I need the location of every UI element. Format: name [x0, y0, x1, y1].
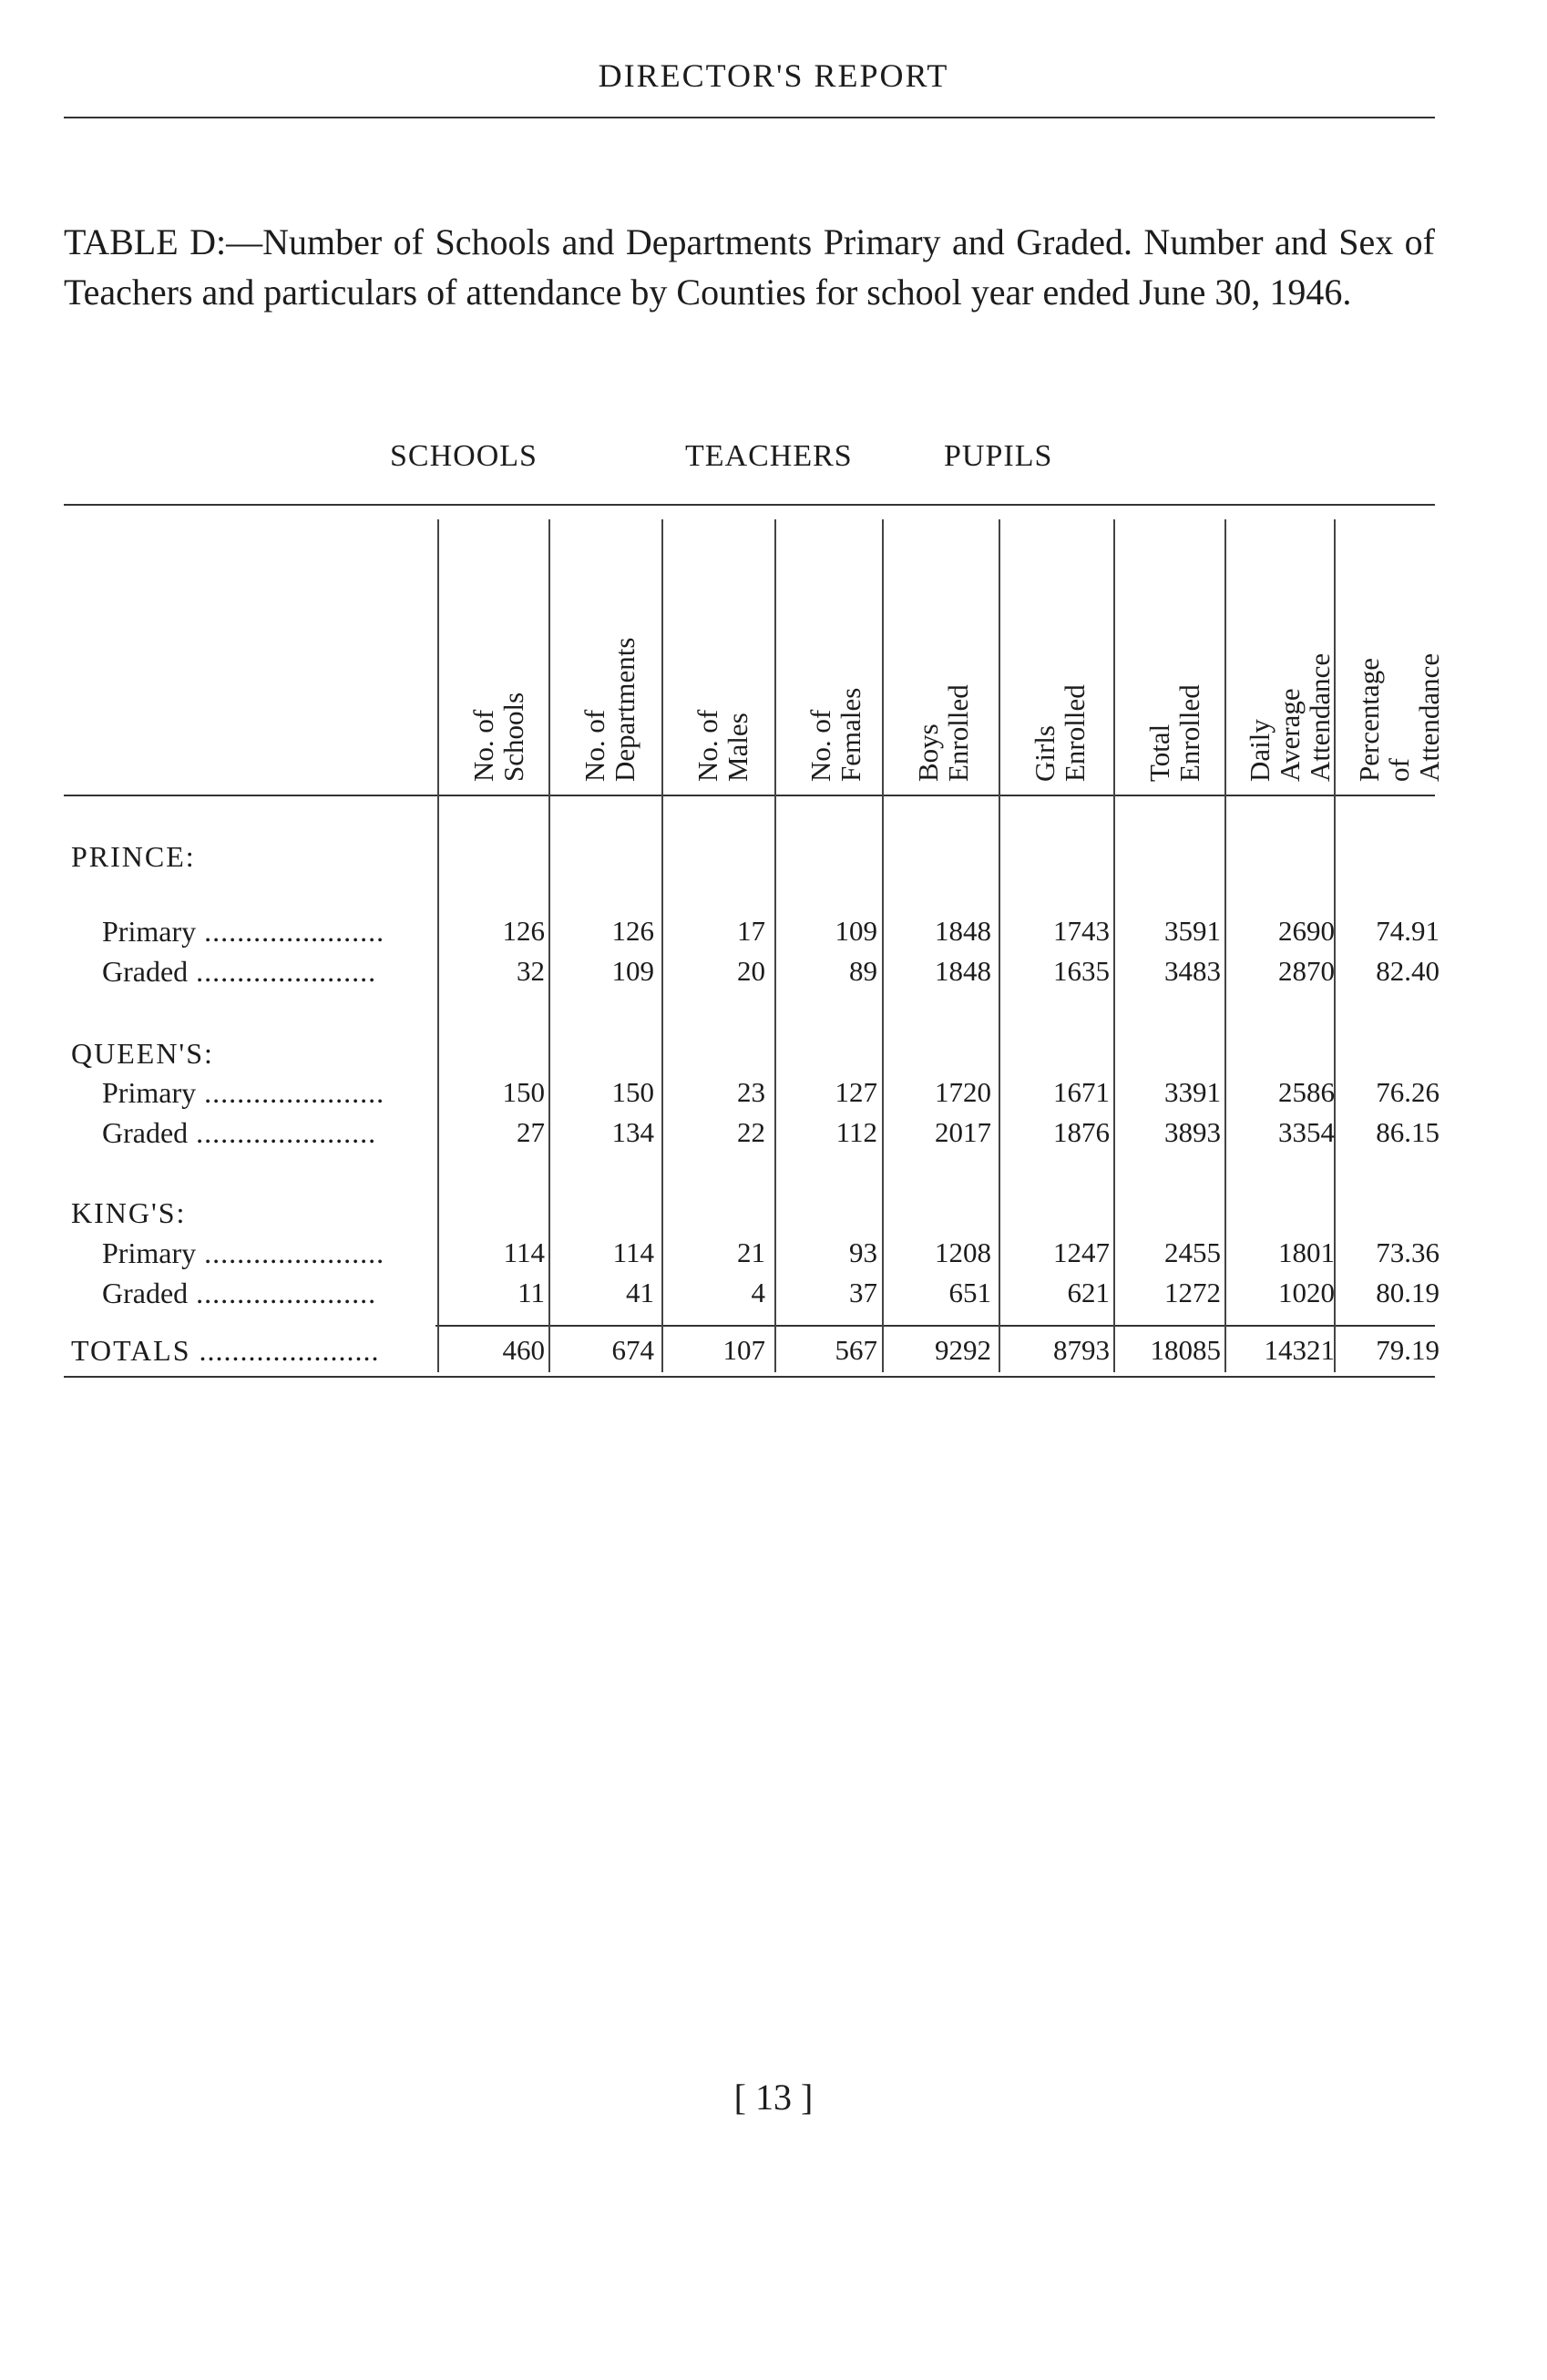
table-cell: 20: [737, 955, 765, 987]
group-heading-teachers: TEACHERS: [685, 439, 853, 473]
column-rule: [774, 519, 776, 1372]
table-cell: 2017: [935, 1116, 991, 1148]
table-cell: 3354: [1278, 1116, 1335, 1148]
table-cell: 2690: [1278, 915, 1335, 947]
table-cell: 2586: [1278, 1076, 1335, 1108]
column-heading-line: No. of: [579, 709, 610, 782]
row-label: [102, 915, 428, 949]
table-cell: 1208: [935, 1236, 991, 1268]
dot-leader: ......................: [188, 1277, 377, 1309]
row-label-text: TOTALS: [71, 1334, 191, 1367]
column-heading-line: Females: [835, 687, 866, 782]
totals-cell: 79.19: [1376, 1334, 1439, 1366]
county-heading: KING'S:: [71, 1196, 187, 1229]
table-cell: 1247: [1053, 1236, 1110, 1268]
group-heading-pupils: PUPILS: [944, 439, 1053, 473]
table-cell: 109: [835, 915, 877, 947]
running-head: DIRECTOR'S REPORT: [598, 57, 949, 94]
table-cell: 1743: [1053, 915, 1110, 947]
dot-leader: ......................: [196, 1076, 385, 1109]
county-heading: QUEEN'S:: [71, 1037, 214, 1070]
row-label-text: Primary: [102, 1076, 197, 1109]
table-cell: 1635: [1053, 955, 1110, 987]
table-cell: 21: [737, 1236, 765, 1268]
column-heading-line: Boys: [912, 723, 944, 782]
table-cell: 1801: [1278, 1236, 1335, 1268]
column-heading-line: Percentage: [1353, 658, 1385, 782]
table-cell: 3483: [1164, 955, 1221, 987]
row-label-text: Graded: [102, 1277, 189, 1309]
table-cell: 4: [751, 1277, 765, 1308]
table-cell: 112: [835, 1116, 877, 1148]
table-cell: 73.36: [1376, 1236, 1439, 1268]
group-heading-schools: SCHOOLS: [390, 439, 538, 473]
table-cell: 1020: [1278, 1277, 1335, 1308]
table-cell: 150: [502, 1076, 545, 1108]
column-heading-line: No. of: [692, 709, 723, 782]
totals-cell: 107: [722, 1334, 765, 1366]
table-cell: 1848: [935, 955, 991, 987]
column-heading-line: Daily: [1244, 719, 1276, 782]
table-cell: 109: [611, 955, 654, 987]
row-label: [102, 955, 428, 989]
column-rule: [882, 519, 884, 1372]
column-heading-line: Girls: [1029, 725, 1060, 782]
table-cell: 37: [849, 1277, 877, 1308]
totals-cell: 8793: [1053, 1334, 1110, 1366]
table-cell: 82.40: [1376, 955, 1439, 987]
table-cell: 651: [948, 1277, 991, 1308]
table-cell: 80.19: [1376, 1277, 1439, 1308]
table-cell: 2870: [1278, 955, 1335, 987]
page-number: [ 13 ]: [733, 2077, 814, 2118]
table-cell: 74.91: [1376, 915, 1439, 947]
totals-top-rule: [435, 1325, 1435, 1327]
table-cell: 127: [835, 1076, 877, 1108]
column-heading-line: No. of: [804, 709, 836, 782]
table-cell: 621: [1067, 1277, 1110, 1308]
totals-label: [71, 1334, 428, 1368]
header-rule: [64, 117, 1435, 118]
table-cell: 3893: [1164, 1116, 1221, 1148]
totals-cell: 9292: [935, 1334, 991, 1366]
table-cell: 86.15: [1376, 1116, 1439, 1148]
dot-leader: ......................: [196, 915, 385, 948]
column-heading-line: Enrolled: [942, 684, 974, 782]
column-heading-line: Attendance: [1304, 652, 1336, 782]
column-heading-line: Enrolled: [1059, 684, 1091, 782]
column-rule: [548, 519, 550, 1372]
column-rule: [1113, 519, 1115, 1372]
table-cell: 41: [626, 1277, 654, 1308]
table-cell: 1272: [1164, 1277, 1221, 1308]
row-label: [102, 1236, 428, 1270]
table-cell: 150: [611, 1076, 654, 1108]
totals-cell: 674: [611, 1334, 654, 1366]
column-heading-line: Schools: [497, 692, 529, 782]
column-heading-line: Total: [1143, 723, 1175, 782]
row-label: [102, 1076, 428, 1110]
table-top-rule: [64, 504, 1435, 506]
column-heading-line: Average: [1274, 688, 1306, 782]
county-heading: PRINCE:: [71, 840, 196, 873]
table-cell: 134: [611, 1116, 654, 1148]
table-cell: 3391: [1164, 1076, 1221, 1108]
table-cell: 2455: [1164, 1236, 1221, 1268]
totals-cell: 18085: [1150, 1334, 1221, 1366]
column-rule: [1224, 519, 1226, 1372]
table-cell: 22: [737, 1116, 765, 1148]
column-heading-line: Enrolled: [1173, 684, 1205, 782]
dot-leader: ......................: [196, 1236, 385, 1269]
table-cell: 93: [849, 1236, 877, 1268]
column-rule: [437, 519, 439, 1372]
row-label-text: Primary: [102, 915, 197, 948]
dot-leader: ......................: [188, 955, 377, 988]
table-cell: 1720: [935, 1076, 991, 1108]
totals-cell: 14321: [1264, 1334, 1335, 1366]
table-cell: 23: [737, 1076, 765, 1108]
table-cell: 32: [517, 955, 545, 987]
dot-leader: ......................: [188, 1116, 377, 1149]
column-heading-line: Departments: [609, 637, 640, 782]
table-cell: 114: [503, 1236, 545, 1268]
row-label-text: Graded: [102, 1116, 189, 1149]
group-headings: [0, 439, 1547, 485]
table-cell: 1671: [1053, 1076, 1110, 1108]
table-cell: 11: [517, 1277, 545, 1308]
column-heading-line: Males: [722, 713, 753, 782]
table-cell: 89: [849, 955, 877, 987]
row-label-text: Graded: [102, 955, 189, 988]
table-cell: 17: [737, 915, 765, 947]
table-cell: 1848: [935, 915, 991, 947]
column-heading-line: of: [1383, 758, 1415, 782]
dot-leader: ......................: [190, 1334, 380, 1367]
row-label: [102, 1277, 428, 1310]
table-cell: 27: [517, 1116, 545, 1148]
column-heading-line: No. of: [467, 709, 499, 782]
row-label: [102, 1116, 428, 1150]
column-rule: [661, 519, 663, 1372]
table-cell: 3591: [1164, 915, 1221, 947]
row-label-text: Primary: [102, 1236, 197, 1269]
table-cell: 1876: [1053, 1116, 1110, 1148]
table-cell: 114: [612, 1236, 654, 1268]
column-rule: [999, 519, 1000, 1372]
table-cell: 126: [502, 915, 545, 947]
totals-cell: 567: [835, 1334, 877, 1366]
table-caption: TABLE D:—Number of Schools and Departments Primary and Graded. Number and Sex of Teachers and particulars of attendance by Counties for school year ended June 30, 1946.: [64, 221, 1435, 313]
column-heading-line: Attendance: [1413, 652, 1445, 782]
table-bottom-rule: [64, 1376, 1435, 1378]
table-cell: 76.26: [1376, 1076, 1439, 1108]
table-cell: 126: [611, 915, 654, 947]
totals-cell: 460: [502, 1334, 545, 1366]
header-bottom-rule: [64, 795, 1435, 796]
